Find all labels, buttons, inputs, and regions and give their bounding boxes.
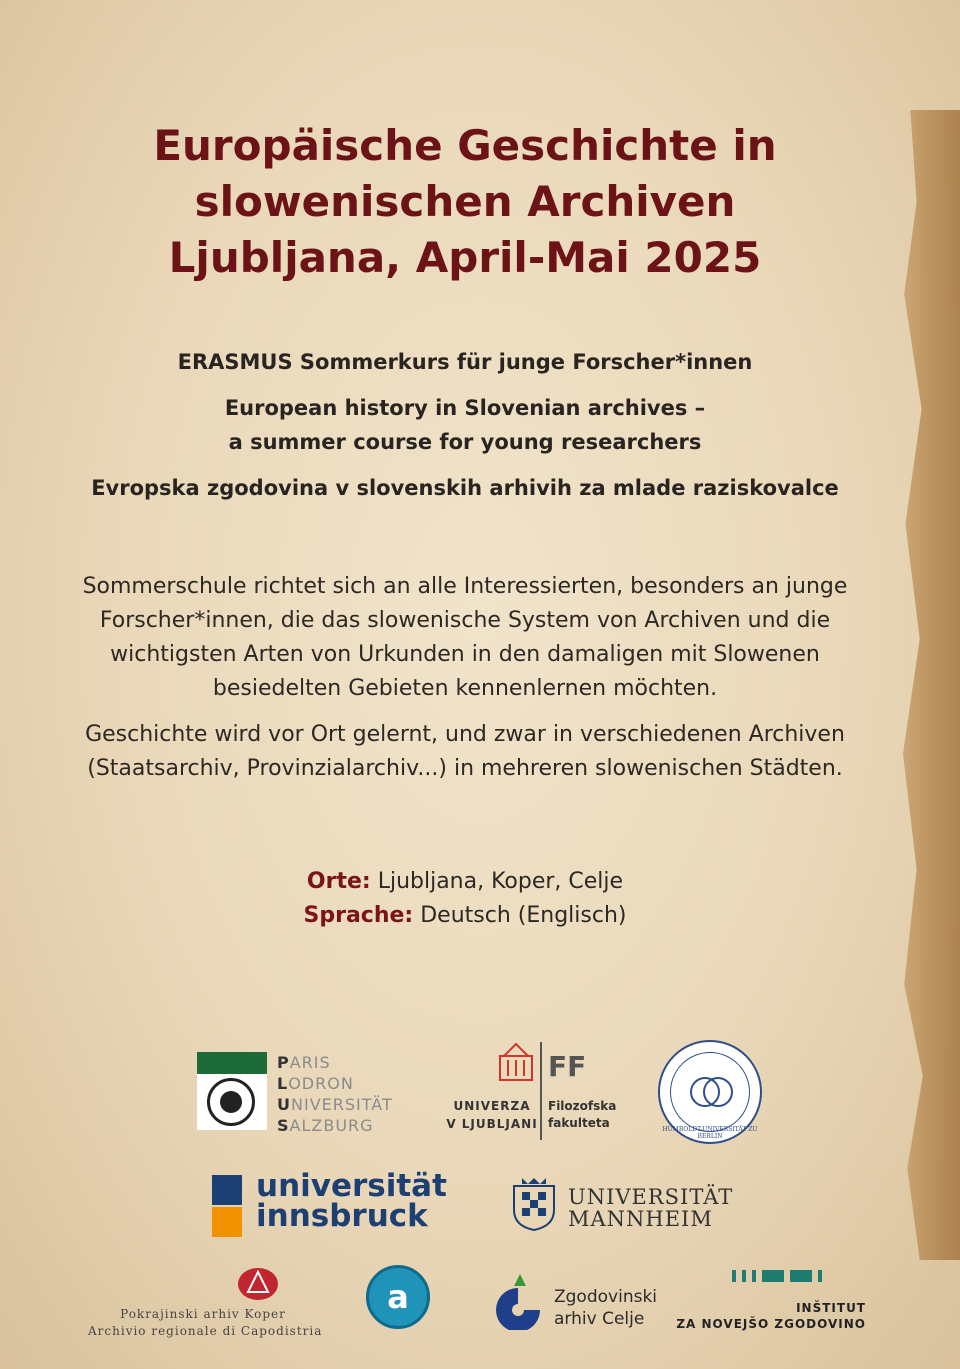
inz-line-1: INŠTITUT <box>796 1301 866 1315</box>
plus-wordmark: PARIS LODRON UNIVERSITÄT SALZBURG <box>277 1053 393 1135</box>
title-line-1: Europäische Geschichte in <box>153 121 777 170</box>
koper-line-1: Pokrajinski arhiv Koper <box>120 1307 286 1321</box>
innsbruck-line-2: innsbruck <box>256 1198 428 1234</box>
logo-zgodovinski-arhiv-celje <box>492 1274 692 1334</box>
ff-wordmark: FF <box>548 1050 587 1083</box>
logo-humboldt <box>658 1040 762 1144</box>
faculty-line-1: Filozofska <box>548 1099 617 1113</box>
arhivi-circle-icon: a <box>366 1265 430 1329</box>
language-label: Sprache: <box>303 903 414 928</box>
logo-pokrajinski-arhiv-koper <box>88 1266 323 1340</box>
course-meta <box>70 865 860 933</box>
univerza-line-2: V LJUBLJANI <box>446 1117 538 1131</box>
logo-innsbruck <box>212 1168 452 1237</box>
humboldt-seal-icon <box>658 1040 762 1144</box>
mannheim-crest-icon <box>508 1176 560 1232</box>
logo-divider <box>540 1042 542 1140</box>
plus-seal-icon <box>197 1052 267 1130</box>
subtitle-slovenian: Evropska zgodovina v slovenskih arhivih za mlade raziskovalce <box>91 476 839 500</box>
title-line-3: Ljubljana, April-Mai 2025 <box>168 233 762 282</box>
subtitle-english-2: a summer course for young researchers <box>228 430 702 454</box>
koper-line-2: Archivio regionale di Capodistria <box>88 1324 323 1338</box>
celje-mark-icon <box>492 1274 544 1330</box>
university-building-icon <box>498 1042 534 1082</box>
faculty-line-2: fakulteta <box>548 1116 610 1130</box>
inz-line-2: ZA NOVEJŠO ZGODOVINO <box>676 1317 866 1331</box>
celje-line-2: arhiv Celje <box>554 1309 645 1329</box>
description-paragraph-2: Geschichte wird vor Ort gelernt, und zwar in verschiedenen Archiven (Staatsarchiv, Provinzialarchiv...) in mehreren slowenischen Städten. <box>85 722 845 781</box>
description-paragraph-1: Sommerschule richtet sich an alle Interessierten, besonders an junge Forscher*innen, die das slowenische System von Archiven und die wichtigsten Arten von Urkunden in den damaligen mit Slowenen besiedelten Gebieten kennenlernen möchten. <box>82 574 848 701</box>
logo-institut-novejso-zgodovino <box>676 1270 870 1334</box>
logo-plus-salzburg <box>197 1052 437 1136</box>
humboldt-seal-text: HUMBOLDT-UNIVERSITÄT ZU BERLIN <box>662 1126 758 1140</box>
innsbruck-square-blue-icon <box>212 1175 242 1205</box>
logo-univerza-ljubljana <box>442 1042 632 1142</box>
koper-rose-icon <box>236 1266 280 1302</box>
inz-bars-icon <box>732 1270 828 1289</box>
subtitles <box>40 345 890 505</box>
title-line-2: slowenischen Archiven <box>194 177 736 226</box>
univerza-line-1: UNIVERZA <box>453 1099 531 1113</box>
mannheim-line-2: MANNHEIM <box>568 1207 713 1231</box>
subtitle-english-1: European history in Slovenian archives – <box>224 396 706 420</box>
innsbruck-line-1: universität <box>256 1168 447 1204</box>
description <box>70 570 860 798</box>
logo-arhivi <box>366 1265 430 1329</box>
page-title <box>60 118 870 286</box>
celje-line-1: Zgodovinski <box>554 1287 658 1307</box>
mannheim-line-1: UNIVERSITÄT <box>568 1185 734 1209</box>
places-value: Ljubljana, Koper, Celje <box>370 869 624 894</box>
places-label: Orte: <box>306 869 371 894</box>
language-value: Deutsch (Englisch) <box>413 903 627 928</box>
places-row <box>70 865 860 899</box>
subtitle-german: ERASMUS Sommerkurs für junge Forscher*innen <box>177 350 753 374</box>
innsbruck-square-orange-icon <box>212 1207 242 1237</box>
language-row <box>70 899 860 933</box>
logo-mannheim <box>508 1172 738 1234</box>
